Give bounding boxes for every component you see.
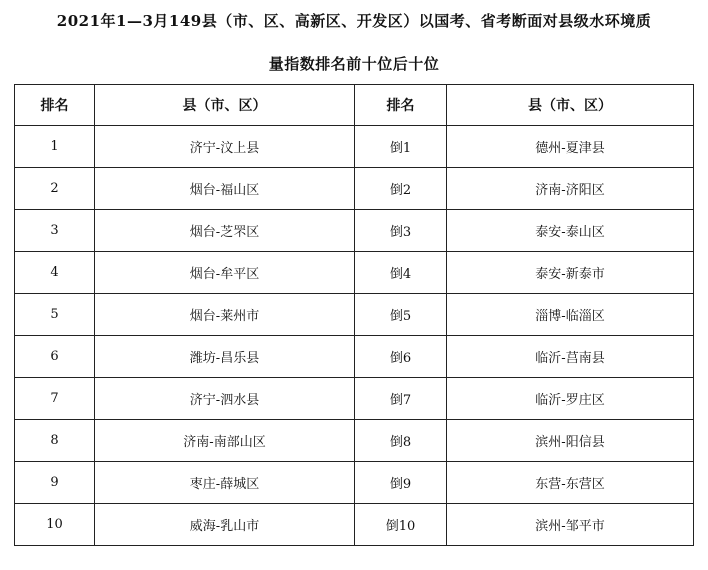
ranking-table — [14, 84, 694, 546]
county-top-cell: 威海-乳山市 — [95, 504, 355, 546]
county-bottom-cell: 滨州-邹平市 — [447, 504, 694, 546]
county-bottom-cell: 东营-东营区 — [447, 462, 694, 504]
county-bottom-cell: 临沂-罗庄区 — [447, 378, 694, 420]
rank-bottom-cell: 倒8 — [355, 420, 447, 462]
table-row — [15, 210, 694, 252]
header-county-top: 县（市、区） — [95, 85, 355, 126]
rank-bottom-cell: 倒6 — [355, 336, 447, 378]
county-bottom-cell: 泰安-新泰市 — [447, 252, 694, 294]
table-row — [15, 462, 694, 504]
rank-top-cell: 9 — [15, 462, 95, 504]
rank-top-cell: 8 — [15, 420, 95, 462]
county-bottom-cell: 济南-济阳区 — [447, 168, 694, 210]
county-top-cell: 济南-南部山区 — [95, 420, 355, 462]
county-bottom-cell: 德州-夏津县 — [447, 126, 694, 168]
rank-top-cell: 1 — [15, 126, 95, 168]
document-title-line-1: 2021年1—3月149县（市、区、高新区、开发区）以国考、省考断面对县级水环境质 — [56, 12, 652, 30]
rank-bottom-cell: 倒5 — [355, 294, 447, 336]
rank-bottom-cell: 倒10 — [355, 504, 447, 546]
table-row — [15, 126, 694, 168]
header-rank-bottom: 排名 — [355, 85, 447, 126]
rank-top-cell: 10 — [15, 504, 95, 546]
rank-bottom-cell: 倒2 — [355, 168, 447, 210]
rank-top-cell: 2 — [15, 168, 95, 210]
county-top-cell: 烟台-芝罘区 — [95, 210, 355, 252]
county-top-cell: 枣庄-薛城区 — [95, 462, 355, 504]
rank-bottom-cell: 倒9 — [355, 462, 447, 504]
county-top-cell: 烟台-牟平区 — [95, 252, 355, 294]
rank-bottom-cell: 倒4 — [355, 252, 447, 294]
rank-top-cell: 4 — [15, 252, 95, 294]
table-row — [15, 420, 694, 462]
table-header-row — [15, 85, 694, 126]
rank-bottom-cell: 倒3 — [355, 210, 447, 252]
county-bottom-cell: 临沂-莒南县 — [447, 336, 694, 378]
rank-top-cell: 5 — [15, 294, 95, 336]
header-county-bottom: 县（市、区） — [447, 85, 694, 126]
table-row — [15, 336, 694, 378]
county-top-cell: 潍坊-昌乐县 — [95, 336, 355, 378]
document-title-line-2: 量指数排名前十位后十位 — [268, 55, 440, 73]
rank-top-cell: 6 — [15, 336, 95, 378]
county-top-cell: 烟台-福山区 — [95, 168, 355, 210]
county-bottom-cell: 淄博-临淄区 — [447, 294, 694, 336]
table-row — [15, 378, 694, 420]
table-body — [15, 126, 694, 546]
rank-top-cell: 7 — [15, 378, 95, 420]
county-top-cell: 济宁-汶上县 — [95, 126, 355, 168]
table-row — [15, 168, 694, 210]
county-bottom-cell: 泰安-泰山区 — [447, 210, 694, 252]
table-row — [15, 252, 694, 294]
rank-top-cell: 3 — [15, 210, 95, 252]
rank-bottom-cell: 倒7 — [355, 378, 447, 420]
county-bottom-cell: 滨州-阳信县 — [447, 420, 694, 462]
header-rank-top: 排名 — [15, 85, 95, 126]
table-row — [15, 294, 694, 336]
county-top-cell: 烟台-莱州市 — [95, 294, 355, 336]
table-row — [15, 504, 694, 546]
rank-bottom-cell: 倒1 — [355, 126, 447, 168]
county-top-cell: 济宁-泗水县 — [95, 378, 355, 420]
